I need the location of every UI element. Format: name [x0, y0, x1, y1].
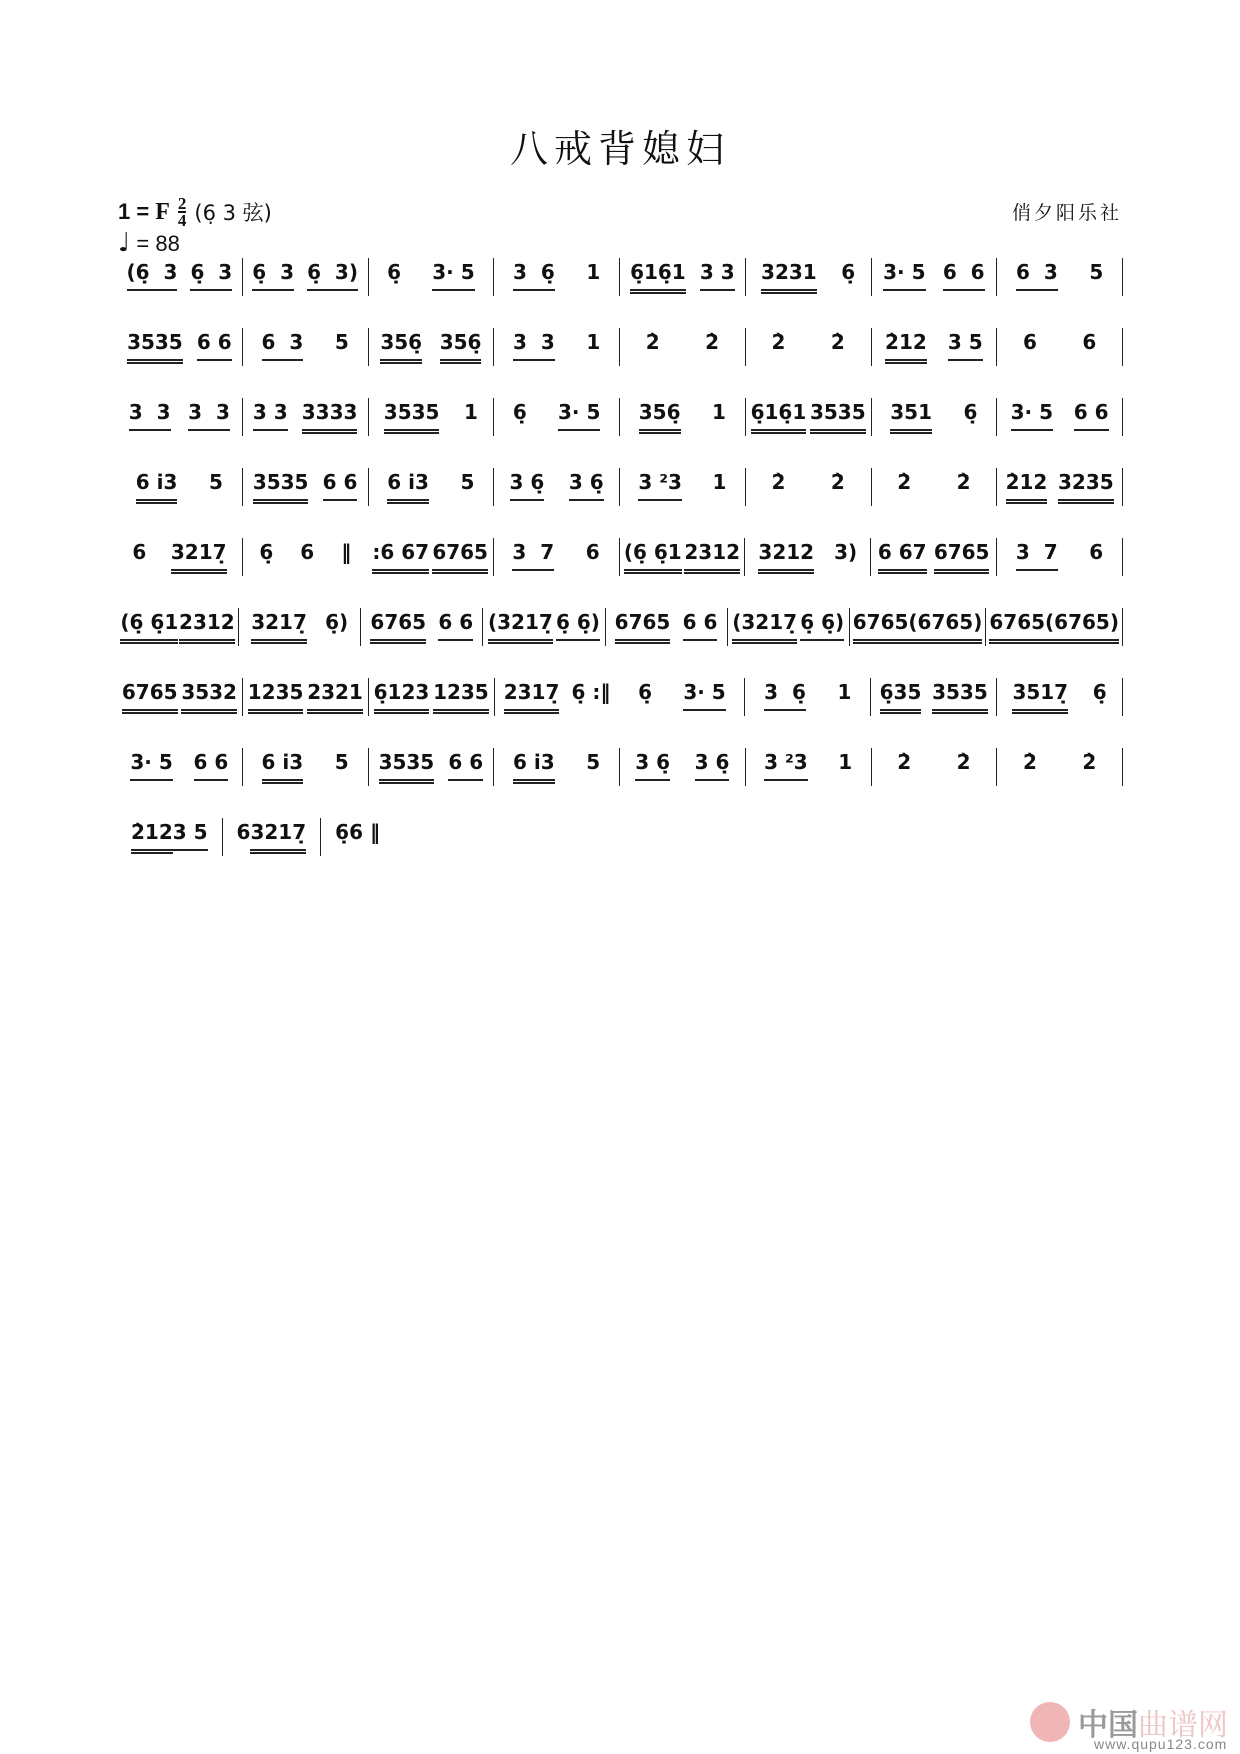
note-group: 3· 5 — [683, 678, 725, 711]
note-group: 3 6̣ — [569, 468, 604, 501]
measure — [223, 818, 322, 856]
note-group: 1235 — [248, 678, 304, 714]
note-group: 1 — [586, 260, 601, 284]
measure — [872, 468, 998, 506]
note-group: 5 — [586, 750, 601, 774]
note-group: 6 6 — [943, 258, 985, 291]
note-group: 6̣ :‖ — [571, 680, 611, 704]
measure — [997, 538, 1123, 576]
note-group: 2321 — [307, 678, 363, 714]
measure — [620, 398, 746, 436]
measure — [494, 468, 620, 506]
note-group: 3217̣ — [250, 818, 306, 854]
measure — [997, 748, 1123, 786]
measure — [117, 328, 243, 366]
note-group: 2̀ — [830, 330, 845, 354]
note-group: 6̣16̣1 — [751, 398, 807, 434]
measure — [997, 258, 1123, 296]
key-label: 1 = — [118, 199, 150, 224]
note-group: 6̣ 6̣) — [800, 608, 844, 641]
note-group: 3 ²3 — [638, 468, 682, 501]
note-group: 1 — [712, 400, 726, 424]
note-group: 2̀ — [771, 330, 786, 354]
measure — [117, 258, 243, 296]
note-group: 3235 — [1058, 468, 1114, 504]
note-group: 2̀ — [897, 750, 912, 774]
note-group: 2̀12 — [131, 818, 173, 854]
measure — [997, 678, 1123, 716]
note-group: 6̣ — [1092, 680, 1107, 704]
note-group: 6̣ — [841, 260, 856, 284]
measure — [117, 398, 243, 436]
note-group: 1 — [837, 680, 852, 704]
note-group: 5 — [334, 330, 349, 354]
note-group: 1 — [586, 330, 601, 354]
note-group: 6 i̇3 — [262, 748, 304, 784]
measure — [872, 748, 998, 786]
measure — [997, 468, 1123, 506]
note-group: 1 — [838, 750, 853, 774]
measure — [117, 468, 243, 506]
note-group: 5 — [460, 470, 475, 494]
measure — [606, 608, 728, 646]
note-group: 3· 5 — [1011, 398, 1053, 431]
measure — [620, 538, 746, 576]
note-group: 3217̣ — [171, 538, 227, 574]
tempo-value: = 88 — [136, 231, 180, 256]
note-group: 3 6̣ — [513, 258, 555, 291]
note-group: 6 3 — [1016, 258, 1058, 291]
measure — [369, 328, 495, 366]
note-group: 6̣ — [387, 260, 402, 284]
measure — [746, 258, 872, 296]
score-line — [117, 328, 1123, 398]
note-group: 2̀ — [1082, 750, 1097, 774]
measure — [361, 608, 483, 646]
note-group: 3· 5 — [130, 748, 172, 781]
score-line — [117, 468, 1123, 538]
score-line — [117, 538, 1123, 608]
note-group: 3 3 — [253, 398, 288, 431]
note-group: 356̣ — [639, 398, 681, 434]
note-group: 6 6 — [448, 748, 483, 781]
measure — [243, 538, 368, 576]
measure — [117, 678, 243, 716]
measure — [746, 468, 872, 506]
note-group: 2̀ — [1022, 750, 1037, 774]
measure — [368, 538, 494, 576]
measure — [746, 748, 872, 786]
measure — [243, 328, 369, 366]
note-group: 2̀12 — [1006, 468, 1048, 504]
key-signature — [118, 196, 272, 228]
measure — [369, 398, 495, 436]
note-group: 2̀ — [830, 470, 845, 494]
measure — [494, 398, 620, 436]
note-group: 6 — [585, 540, 600, 564]
note-group: 6 ‖ — [349, 820, 380, 844]
note-group: 2312 — [179, 608, 235, 644]
note-group: 5 — [1089, 260, 1104, 284]
note-group: 6765(6765) — [853, 608, 983, 644]
watermark — [1030, 1690, 1240, 1754]
measure — [117, 818, 223, 856]
note-group: 3 ²3 — [764, 748, 808, 781]
note-group: 3535 — [384, 398, 440, 434]
measure — [745, 678, 871, 716]
note-group: 6̣) — [325, 610, 349, 634]
note-group: 6 6 — [323, 468, 358, 501]
note-group: 6̣ — [512, 400, 527, 424]
score-line — [117, 608, 1123, 678]
measure — [871, 678, 997, 716]
note-group: 1235 — [433, 678, 489, 714]
note-group: 3532 — [181, 678, 237, 714]
note-group: 6̣ — [638, 680, 653, 704]
note-group: 6765 — [615, 608, 671, 644]
note-group: 3212 — [758, 538, 814, 574]
note-group: 6 i̇3 — [136, 468, 178, 504]
note-group: 2̀ — [897, 470, 912, 494]
note-group: 6 — [132, 540, 147, 564]
measure — [369, 258, 495, 296]
measure — [117, 608, 239, 646]
note-group: 6̣ 3) — [307, 258, 358, 291]
note-group: 3 3 — [700, 258, 735, 291]
note-group: 6 — [1022, 330, 1037, 354]
key-note: F — [155, 198, 170, 225]
note-group: 6 — [1082, 330, 1097, 354]
note-group: 3535 — [379, 748, 435, 784]
time-top: 2 — [177, 194, 187, 213]
watermark-logo-icon — [1030, 1702, 1070, 1742]
measure — [746, 398, 872, 436]
note-group: 2317̣ — [504, 678, 560, 714]
note-group: 3 5 — [948, 328, 983, 361]
measure — [620, 258, 746, 296]
tempo-marking — [118, 228, 180, 258]
note-group: 3· 5 — [558, 398, 600, 431]
author: 俏夕阳乐社 — [1011, 202, 1122, 224]
note-group: (6̣ 6̣1 — [120, 608, 178, 644]
note-group: 6̣ 3 — [190, 258, 232, 291]
note-group: 3 5 — [173, 818, 208, 851]
note-group: 3· 5 — [432, 258, 474, 291]
note-group: 6 6 — [683, 608, 718, 641]
measure — [321, 818, 394, 856]
note-group: 3 7 — [512, 538, 554, 571]
note-group: 6 — [236, 820, 251, 844]
measure — [495, 678, 620, 716]
note-group: 3 6̣ — [635, 748, 670, 781]
measure — [872, 328, 998, 366]
note-group: 2̀ — [705, 330, 720, 354]
note-group: 3 3 — [129, 398, 171, 431]
measure — [239, 608, 361, 646]
measure — [620, 748, 746, 786]
note-group: 2312 — [684, 538, 740, 574]
note-group: 6̣ — [963, 400, 978, 424]
measure — [620, 328, 746, 366]
note-group: 6̣ 3 — [252, 258, 294, 291]
note-group: 3231 — [761, 258, 817, 294]
measure — [746, 328, 872, 366]
measure — [243, 258, 369, 296]
measure — [243, 398, 369, 436]
note-group: 6 i̇3 — [387, 468, 429, 504]
measure — [243, 748, 369, 786]
note-group: 3 6̣ — [764, 678, 806, 711]
measure — [850, 608, 987, 646]
note-group: 6765 — [432, 538, 488, 574]
note-group: 6 3 — [262, 328, 304, 361]
measure — [483, 608, 605, 646]
note-group: 6 6 — [197, 328, 232, 361]
note-group: 2̀ — [956, 470, 971, 494]
note-group: ‖ — [341, 540, 352, 564]
note-group: 3535 — [127, 328, 183, 364]
measure — [986, 608, 1123, 646]
measure — [243, 678, 369, 716]
note-group: 6 67 — [878, 538, 927, 574]
watermark-cn-b: 曲谱网 — [1138, 1708, 1228, 1743]
measure — [369, 468, 495, 506]
measure — [728, 608, 850, 646]
score-body — [117, 258, 1123, 888]
note-group: 6765 — [122, 678, 178, 714]
note-group: 356̣ — [440, 328, 482, 364]
watermark-url: www.qupu123.com — [1094, 1736, 1228, 1752]
score-line — [117, 398, 1123, 468]
measure — [620, 468, 746, 506]
note-group: 6 — [1089, 540, 1104, 564]
measure — [494, 538, 620, 576]
note-group: 6765 — [370, 608, 426, 644]
watermark-cn-a: 中国 — [1078, 1708, 1138, 1743]
note-group: 3· 5 — [883, 258, 925, 291]
note-group: (3217̣ — [488, 608, 553, 644]
note-group: :6 67 — [372, 538, 429, 574]
note-group: 2̀12 — [885, 328, 927, 364]
note-group: 6765 — [934, 538, 990, 574]
measure — [871, 538, 997, 576]
note-group: 3535 — [932, 678, 988, 714]
note-group: 6̣ 6̣) — [556, 608, 600, 641]
note-group: 6 6 — [1074, 398, 1109, 431]
measure — [872, 258, 998, 296]
time-bottom: 4 — [177, 211, 187, 230]
note-group: 3535 — [810, 398, 866, 434]
note-group: 6̣16̣1 — [630, 258, 686, 294]
measure — [117, 538, 243, 576]
note-group: 6 6 — [438, 608, 473, 641]
note-group: 3535 — [253, 468, 309, 504]
score-line — [117, 678, 1123, 748]
measure — [745, 538, 871, 576]
note-group: 3 6̣ — [695, 748, 730, 781]
note-group: 2̀ — [645, 330, 660, 354]
score-title: 八戒背媳妇 — [509, 127, 730, 171]
note-group: 1 — [464, 400, 478, 424]
score-line — [117, 748, 1123, 818]
note-group: 6̣123 — [374, 678, 430, 714]
measure — [243, 468, 369, 506]
note-group: 3217̣ — [251, 608, 307, 644]
note-group: 2̀ — [956, 750, 971, 774]
note-group: (6̣ 6̣1 — [624, 538, 682, 574]
note-group: 6765(6765) — [989, 608, 1119, 644]
note-group: 3) — [834, 540, 858, 564]
note-group: 356̣ — [380, 328, 422, 364]
score-line — [117, 258, 1123, 328]
measure — [117, 748, 243, 786]
score-line — [117, 818, 1123, 888]
measure — [369, 678, 495, 716]
string-tuning: (6̣ 3 弦) — [194, 201, 272, 225]
note-group: (3217̣ — [732, 608, 797, 644]
note-group: 3 7 — [1016, 538, 1058, 571]
note-group: 6 — [300, 540, 315, 564]
measure — [494, 748, 620, 786]
quarter-note-icon: ♩ — [118, 228, 131, 258]
measure — [997, 328, 1123, 366]
measure — [494, 328, 620, 366]
measure — [997, 398, 1123, 436]
note-group: 2̀ — [771, 470, 786, 494]
note-group: 3333 — [302, 398, 358, 434]
note-group: 6 i̇3 — [513, 748, 555, 784]
note-group: 6̣ — [335, 820, 350, 844]
note-group: 5 — [209, 470, 223, 494]
note-group: 6̣ — [259, 540, 274, 564]
note-group: 3 3 — [188, 398, 230, 431]
note-group: 6̣35 — [880, 678, 922, 714]
note-group: 5 — [334, 750, 349, 774]
measure — [369, 748, 495, 786]
note-group: 6 6 — [194, 748, 229, 781]
note-group: 1 — [712, 470, 727, 494]
measure — [620, 678, 746, 716]
note-group: 3 3 — [513, 328, 555, 361]
measure — [494, 258, 620, 296]
note-group: (6̣ 3 — [127, 258, 178, 291]
note-group: 351 — [890, 398, 932, 434]
time-signature — [178, 196, 187, 228]
measure — [872, 398, 998, 436]
note-group: 3 6̣ — [510, 468, 545, 501]
note-group: 3517̣ — [1012, 678, 1068, 714]
